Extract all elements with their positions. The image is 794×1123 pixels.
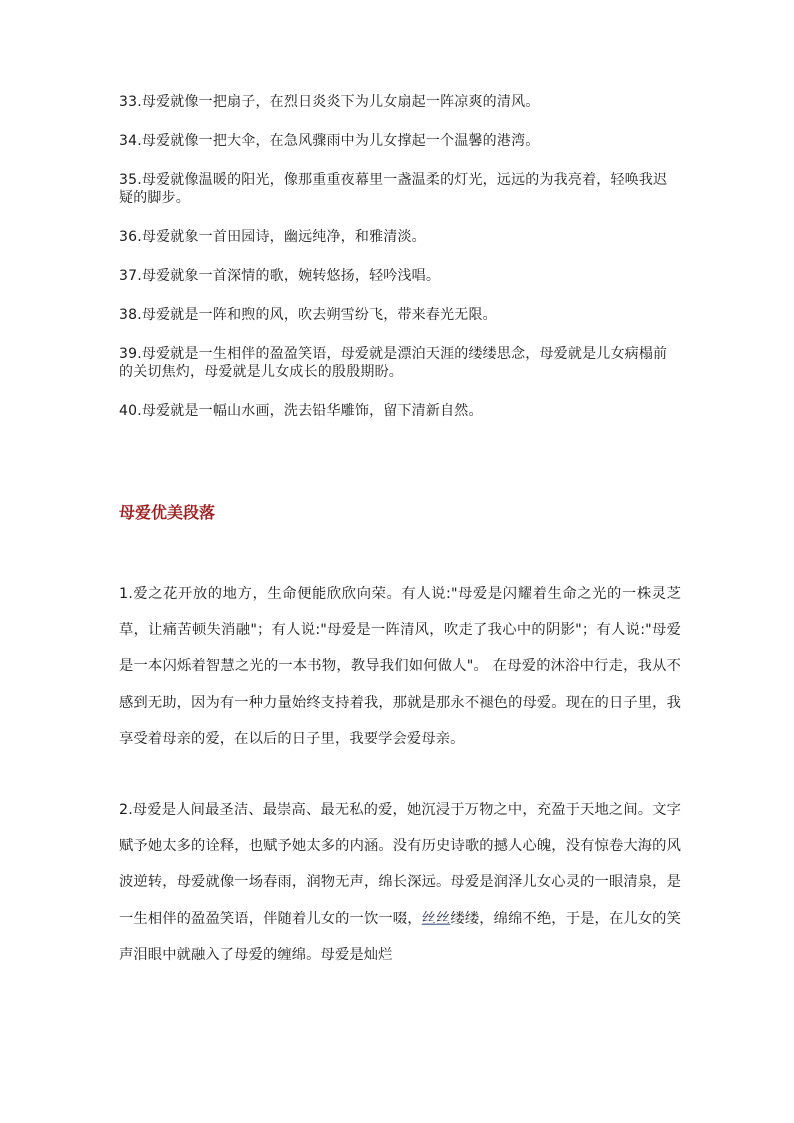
list-item: 33.母爱就像一把扇子，在烈日炎炎下为儿女扇起一阵凉爽的清风。 <box>119 94 540 110</box>
list-item: 36.母爱就象一首田园诗，幽远纯净，和雅清淡。 <box>119 229 426 245</box>
list-item: 35.母爱就像温暖的阳光，像那重重夜幕里一盏温柔的灯光，远远的为我亮着，轻唤我迟疑的脚步。 <box>119 172 668 206</box>
section-title: 母爱优美段落 <box>119 503 216 522</box>
list-item: 38.母爱就是一阵和煦的风，吹去朔雪纷飞，带来春光无限。 <box>119 307 497 323</box>
paragraph-list <box>119 576 681 1008</box>
paragraph-2 <box>119 792 681 973</box>
list-item: 39.母爱就是一生相伴的盈盈笑语，母爱就是漂泊天涯的缕缕思念，母爱就是儿女病榻前的关切焦灼，母爱就是儿女成长的殷殷期盼。 <box>119 346 668 380</box>
list-item: 34.母爱就像一把大伞，在急风骤雨中为儿女撑起一个温馨的港湾。 <box>119 133 540 149</box>
paragraph-1: 1.爱之花开放的地方，生命便能欣欣向荣。有人说:"母爱是闪耀着生命之光的一株灵芝草，让痛苦顿失消融"；有人说:"母爱是一阵清风，吹走了我心中的阴影"；有人说:"母爱是一本闪烁着智慧之光的一本书物，教导我们如何做人"。 在母爱的沐浴中行走，我从不感到无助，因为有一种力量始终支持着我，那就是那永不褪色的母爱。现在的日子里，我享受着母亲的爱，在以后的日子里，我要学会爱母亲。 <box>119 586 681 747</box>
paragraph-2-text-before: 2.母爱是人间最圣洁、最崇高、最无私的爱，她沉浸于万物之中，充盈于天地之间。文字赋予她太多的诠释，也赋予她太多的内涵。没有历史诗歌的撼人心魄，没有惊卷大海的风波逆转，母爱就像一场春雨，润物无声，绵长深远。母爱是润泽儿女心灵的一眼清泉，是一生相伴的盈盈笑语，伴随着儿女的一饮一啜， <box>119 802 681 927</box>
paragraph-2-text-after: 缕缕，绵绵不绝，于是，在儿女的笑声泪眼中就融入了母爱的缠绵。母爱是灿烂 <box>119 910 681 963</box>
list-item: 40.母爱就是一幅山水画，洗去铅华雕饰，留下清新自然。 <box>119 403 483 419</box>
sentence-list <box>119 93 679 441</box>
underlined-text: 丝丝 <box>421 910 451 927</box>
list-item: 37.母爱就象一首深情的歌，婉转悠扬，轻吟浅唱。 <box>119 268 441 284</box>
